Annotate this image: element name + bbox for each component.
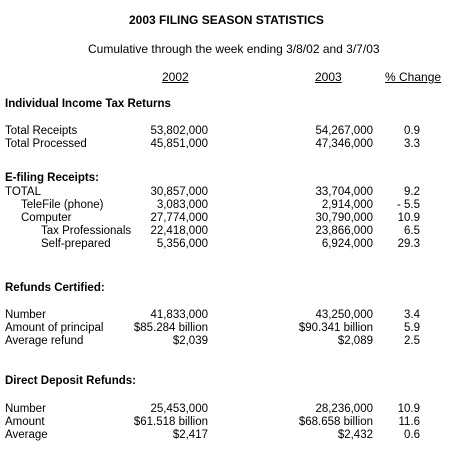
value-change: 0.6	[404, 429, 420, 441]
row-label: Average refund	[5, 335, 84, 347]
row-label: TOTAL	[5, 186, 41, 198]
row-label: Average	[5, 429, 48, 441]
section-heading-direct-deposit: Direct Deposit Refunds:	[5, 375, 136, 387]
row-label: TeleFile (phone)	[21, 199, 104, 211]
value-2003: $2,432	[337, 429, 373, 441]
value-2003: 54,267,000	[315, 125, 373, 137]
value-change: 3.4	[404, 309, 420, 321]
row-label: Total Processed	[5, 138, 87, 150]
value-2003: 43,250,000	[315, 309, 373, 321]
value-2003: 23,866,000	[315, 225, 373, 237]
value-2002: 30,857,000	[150, 186, 208, 198]
column-header-2002: 2002	[162, 70, 189, 84]
value-2003: $2,089	[337, 335, 373, 347]
row-label: Self-prepared	[41, 238, 111, 250]
value-2002: 25,453,000	[150, 403, 208, 415]
value-change: 9.2	[404, 186, 420, 198]
value-2002: 27,774,000	[150, 212, 208, 224]
section-heading-efiling: E-filing Receipts:	[5, 172, 99, 184]
value-change: 10.9	[397, 403, 420, 415]
row-label: Amount of principal	[5, 322, 104, 334]
value-2002: 5,356,000	[156, 238, 208, 250]
value-2003: $68.658 billion	[298, 416, 373, 428]
value-change: 3.3	[404, 138, 420, 150]
value-2003: 2,914,000	[321, 199, 373, 211]
section-heading-refunds-certified: Refunds Certified:	[5, 282, 105, 294]
value-change: 2.5	[404, 335, 420, 347]
value-2002: $61.518 billion	[133, 416, 208, 428]
value-change: 5.9	[404, 322, 420, 334]
row-label: Number	[5, 309, 46, 321]
value-2002: 53,802,000	[150, 125, 208, 137]
value-change: 29.3	[397, 238, 420, 250]
value-2002: 22,418,000	[150, 225, 208, 237]
value-2003: 33,704,000	[315, 186, 373, 198]
value-change: - 5.5	[396, 199, 420, 211]
value-2002: $2,417	[172, 429, 208, 441]
row-label: Computer	[21, 212, 72, 224]
value-2002: 41,833,000	[150, 309, 208, 321]
value-change: 11.6	[398, 416, 420, 428]
value-2003: 47,346,000	[315, 138, 373, 150]
value-2002: $85.284 billion	[133, 322, 208, 334]
page-subtitle: Cumulative through the week ending 3/8/02 and 3/7/03	[88, 42, 380, 56]
row-label: Amount	[5, 416, 45, 428]
value-2002: 45,851,000	[150, 138, 208, 150]
value-2003: 30,790,000	[315, 212, 373, 224]
page-title: 2003 FILING SEASON STATISTICS	[129, 13, 324, 27]
value-change: 6.5	[404, 225, 420, 237]
value-2002: $2,039	[172, 335, 208, 347]
value-change: 0.9	[404, 125, 420, 137]
value-2003: $90.341 billion	[298, 322, 373, 334]
value-change: 10.9	[397, 212, 420, 224]
column-header-2003: 2003	[315, 70, 342, 84]
row-label: Number	[5, 403, 46, 415]
value-2003: 6,924,000	[321, 238, 373, 250]
column-header-percent-change: % Change	[385, 70, 442, 84]
value-2002: 3,083,000	[156, 199, 208, 211]
row-label: Tax Professionals	[41, 225, 132, 237]
row-label: Total Receipts	[5, 125, 78, 137]
value-2003: 28,236,000	[315, 403, 373, 415]
section-heading-individual: Individual Income Tax Returns	[5, 98, 171, 110]
